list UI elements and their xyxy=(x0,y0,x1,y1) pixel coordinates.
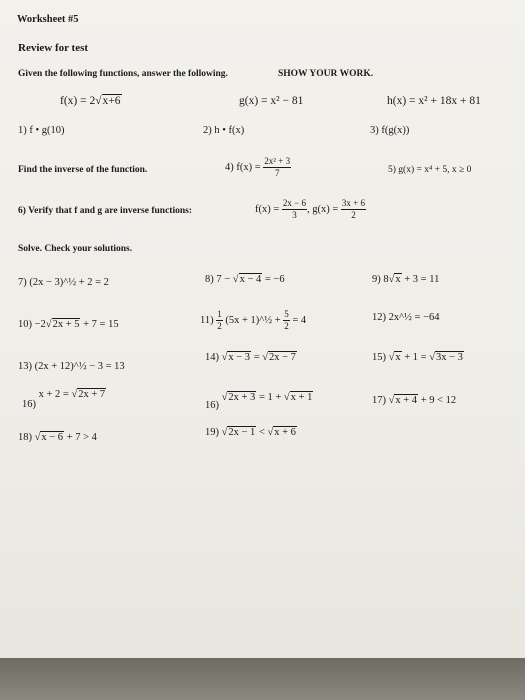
problem-16b-equals: = 1 + xyxy=(256,392,284,403)
problem-6-g-lhs: , g(x) = xyxy=(307,203,339,215)
problem-5: 5) g(x) = x⁴ + 5, x ≥ 0 xyxy=(388,165,472,175)
problem-17-radicand: x + 4 xyxy=(395,395,418,406)
problem-16a-lhs: x + 2 = xyxy=(38,389,72,400)
problem-16a-lead: 16) xyxy=(22,399,36,410)
problem-19-radicand-1: 2x − 1 xyxy=(228,427,256,438)
problem-18-lead: 18) xyxy=(18,432,32,443)
problem-16a: 16) x + 2 = √2x + 7 xyxy=(22,389,106,410)
problem-15-equals: + 1 = xyxy=(401,352,430,363)
subtitle: Review for test xyxy=(18,42,89,54)
problem-15-lead: 15) xyxy=(372,352,386,363)
solve-instruction: Solve. Check your solutions. xyxy=(18,244,133,254)
problem-7: 7) (2x − 3)^½ + 2 = 2 xyxy=(18,277,109,288)
problem-19-lead: 19) xyxy=(205,427,219,438)
problem-16b-radicand-1: 2x + 3 xyxy=(228,392,256,403)
problem-15-radicand-2: 3x − 3 xyxy=(436,352,463,363)
function-f: f(x) = 2√x+6 xyxy=(60,95,121,107)
problem-14-lead: 14) xyxy=(205,352,219,363)
problem-18: 18) √x − 6 + 7 > 4 xyxy=(18,432,97,443)
problem-11-half xyxy=(216,310,223,331)
problem-6-g-numerator: 3x + 6 xyxy=(341,198,365,208)
problem-10: 10) −2√2x + 5 + 7 = 15 xyxy=(18,319,119,330)
problem-4-lhs: 4) f(x) = xyxy=(225,161,261,173)
problem-10-radicand: 2x + 5 xyxy=(52,319,80,330)
problem-9-tail: + 3 = 11 xyxy=(401,274,440,285)
problem-13: 13) (2x + 12)^½ − 3 = 13 xyxy=(18,361,125,372)
problem-3: 3) f(g(x)) xyxy=(370,125,410,136)
problem-6-f-numerator: 2x − 6 xyxy=(282,198,306,208)
problem-6-functions xyxy=(255,199,366,220)
problem-16b-radicand-2: x + 1 xyxy=(290,392,313,403)
problem-10-lead: 10) −2 xyxy=(18,319,46,330)
problem-18-tail: + 7 > 4 xyxy=(64,432,97,443)
desk-shadow xyxy=(0,658,525,700)
inverse-instruction: Find the inverse of the function. xyxy=(18,165,148,175)
problem-15: 15) √x + 1 = √3x − 3 xyxy=(372,352,463,363)
function-f-radicand: x+6 xyxy=(102,95,121,107)
problem-11-den2: 2 xyxy=(284,321,289,331)
function-f-lhs: f(x) = 2 xyxy=(60,95,96,107)
instruction: Given the following functions, answer the following. xyxy=(18,69,228,79)
problem-16b-lead: 16) xyxy=(205,400,219,411)
function-h: h(x) = x² + 18x + 81 xyxy=(387,95,481,107)
problem-11-mid: (5x + 1)^½ + xyxy=(225,314,281,326)
problem-6-g-fraction xyxy=(341,199,366,220)
problem-14: 14) √x − 3 = √2x − 7 xyxy=(205,352,296,363)
problem-6-f-fraction xyxy=(282,199,307,220)
problem-19-radicand-2: x + 6 xyxy=(274,427,296,438)
problem-8-lead: 8) 7 − xyxy=(205,274,233,285)
problem-11-den1: 2 xyxy=(217,321,222,331)
problem-14-radicand-1: x − 3 xyxy=(228,352,251,363)
problem-8-tail: = −6 xyxy=(262,274,285,285)
problem-11-lead: 11) xyxy=(200,314,214,326)
problem-16b: 16) √2x + 3 = 1 + √x + 1 xyxy=(205,392,313,411)
problem-16a-radicand: 2x + 7 xyxy=(78,389,106,400)
problem-6-f-lhs: f(x) = xyxy=(255,203,280,215)
problem-2: 2) h • f(x) xyxy=(203,125,245,136)
problem-18-radicand: x − 6 xyxy=(41,432,64,443)
problem-4-denominator: 7 xyxy=(274,168,280,178)
problem-17-lead: 17) xyxy=(372,395,386,406)
show-work-note: SHOW YOUR WORK. xyxy=(278,69,374,79)
problem-4-fraction xyxy=(263,157,291,178)
problem-15-radicand-1: x xyxy=(395,352,401,363)
problem-9: 9) 8√x + 3 = 11 xyxy=(372,274,440,285)
problem-4-numerator: 2x² + 3 xyxy=(264,156,291,166)
function-g: g(x) = x² − 81 xyxy=(239,95,304,107)
problem-11-num1: 1 xyxy=(217,309,222,319)
problem-1: 1) f • g(10) xyxy=(18,125,65,136)
problem-9-lead: 9) 8 xyxy=(372,274,389,285)
problem-10-tail: + 7 = 15 xyxy=(80,319,119,330)
problem-14-radicand-2: 2x − 7 xyxy=(269,352,296,363)
problem-17-tail: + 9 < 12 xyxy=(418,395,457,406)
problem-19-less-than: < xyxy=(256,427,268,438)
problem-17: 17) √x + 4 + 9 < 12 xyxy=(372,395,457,406)
problem-11 xyxy=(200,310,306,331)
problem-11-five-halves xyxy=(283,310,290,331)
problem-8-radicand: x − 4 xyxy=(239,274,262,285)
problem-14-equals: = xyxy=(251,352,263,363)
problem-6-f-denominator: 3 xyxy=(292,210,297,220)
problem-6-label: 6) Verify that f and g are inverse functions: xyxy=(18,206,192,216)
problem-11-num2: 5 xyxy=(284,309,289,319)
problem-9-radicand: x xyxy=(395,274,401,285)
problem-6-g-denominator: 2 xyxy=(351,210,356,220)
problem-19: 19) √2x − 1 < √x + 6 xyxy=(205,427,296,438)
worksheet-title: Worksheet #5 xyxy=(17,14,79,25)
problem-11-tail: = 4 xyxy=(292,314,307,326)
problem-4 xyxy=(225,157,291,178)
problem-8: 8) 7 − √x − 4 = −6 xyxy=(205,274,285,285)
problem-12: 12) 2x^½ = −64 xyxy=(372,312,440,323)
